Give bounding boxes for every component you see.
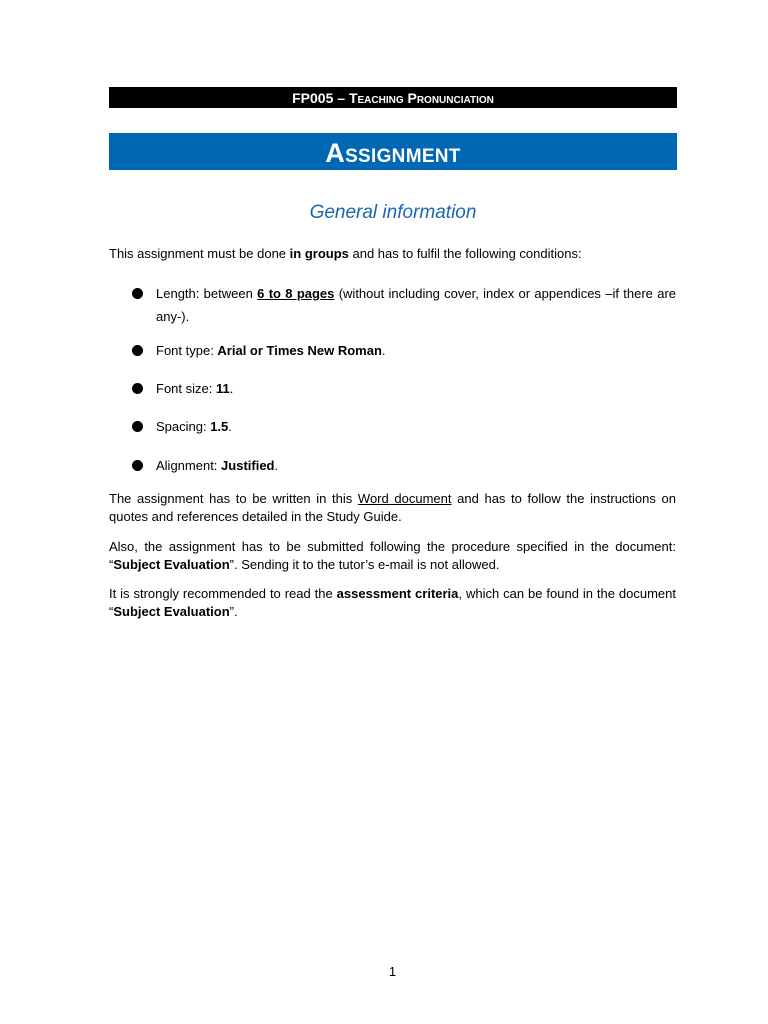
word-document-paragraph [109, 490, 676, 526]
condition-value: 6 to 8 pages [257, 286, 335, 301]
condition-label: Alignment: [156, 458, 222, 473]
paragraph-text-end: ”. Sending it to the tutor’s e-mail is not allowed. [229, 557, 500, 572]
intro-bold: in groups [289, 246, 349, 261]
condition-label: Spacing: [156, 419, 211, 434]
paragraph-text-end: and has to follow the instructions on quotes and references detailed in the Study Guide. [109, 491, 676, 524]
condition-label: Length: between [156, 286, 258, 301]
condition-end: . [229, 381, 234, 396]
condition-label: Font size: [156, 381, 216, 396]
course-code: FP005 [292, 90, 334, 106]
bullet-icon [132, 383, 143, 394]
paragraph-text: Also, the assignment has to be submitted following the procedure specified in the document: “ [109, 539, 676, 572]
list-item-font-size [130, 377, 676, 400]
list-item-length [130, 282, 676, 328]
bullet-icon [132, 421, 143, 432]
paragraph-text-middle: , which can be found in the document “ [109, 586, 676, 619]
list-item-alignment [130, 454, 676, 477]
condition-value: Justified [221, 458, 275, 473]
page-number: 1 [388, 964, 397, 979]
paragraph-text: The assignment has to be written in this [109, 491, 358, 506]
condition-end: . [381, 343, 386, 358]
document-title: Assignment [109, 133, 677, 170]
subject-evaluation-ref: Subject Evaluation [113, 557, 230, 572]
assessment-criteria-ref: assessment criteria [336, 586, 459, 601]
condition-end: . [274, 458, 279, 473]
course-name: Teaching Pronunciation [348, 90, 494, 106]
paragraph-text: It is strongly recommended to read the [109, 586, 337, 601]
condition-end: . [228, 419, 232, 434]
conditions-list [130, 282, 676, 477]
condition-value: Arial or Times New Roman [217, 343, 382, 358]
word-document-link[interactable]: Word document [357, 491, 452, 506]
section-heading: General information [309, 202, 477, 223]
condition-value: 1.5 [210, 419, 229, 434]
paragraph-text-end: ”. [229, 604, 238, 619]
condition-note: (without including cover, index or appendices –if there are any-). [156, 286, 677, 324]
course-separator: – [333, 90, 349, 106]
intro-paragraph [109, 245, 676, 263]
condition-label: Font type: [156, 343, 218, 358]
subject-evaluation-ref: Subject Evaluation [113, 604, 230, 619]
bullet-icon [132, 460, 143, 471]
bullet-icon [132, 345, 143, 356]
list-item-spacing [130, 415, 676, 438]
bullet-icon [132, 288, 143, 299]
list-item-font-type [130, 339, 676, 362]
criteria-paragraph [109, 585, 676, 621]
condition-value: 11 [215, 381, 230, 396]
intro-text-end: and has to fulfil the following conditions: [348, 246, 582, 261]
course-header-bar [109, 87, 677, 108]
submission-paragraph [109, 538, 676, 574]
intro-text: This assignment must be done [109, 246, 290, 261]
